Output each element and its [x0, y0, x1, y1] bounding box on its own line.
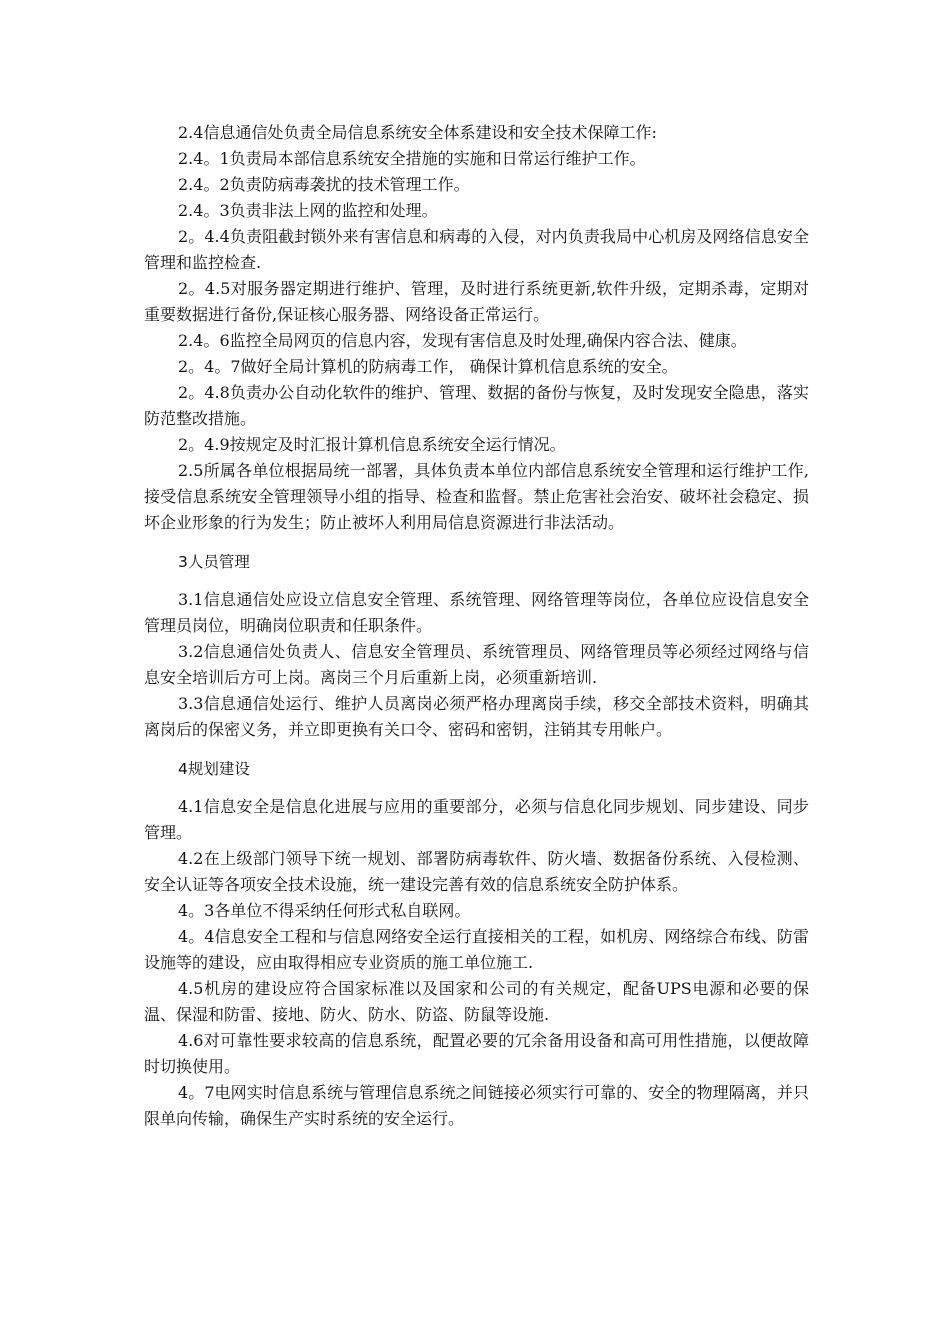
paragraph-4-7: 4。7电网实时信息系统与管理信息系统之间链接必须实行可靠的、安全的物理隔离，并只限单向传输，确保生产实时系统的安全运行。	[144, 1083, 809, 1128]
paragraph-2-4-7: 2。4。7做好全局计算机的防病毒工作， 确保计算机信息系统的安全。	[178, 357, 678, 376]
paragraph-3-1: 3.1信息通信处应设立信息安全管理、系统管理、网络管理等岗位，各单位应设信息安全管理员岗位，明确岗位职责和任职条件。	[144, 590, 809, 635]
paragraph-4-1: 4.1信息安全是信息化进展与应用的重要部分，必须与信息化同步规划、同步建设、同步管理。	[144, 797, 809, 842]
paragraph-2-4-6: 2.4。6监控全局网页的信息内容，发现有害信息及时处理,确保内容合法、健康。	[178, 331, 747, 350]
paragraph-2-4-5: 2。4.5对服务器定期进行维护、管理，及时进行系统更新,软件升级，定期杀毒，定期对重要数据进行备份,保证核心服务器、网络设备正常运行。	[144, 279, 809, 324]
paragraph-2-4-3: 2.4。3负责非法上网的监控和处理。	[178, 201, 438, 220]
paragraph-2-4-4: 2。4.4负责阻截封锁外来有害信息和病毒的入侵，对内负责我局中心机房及网络信息安全管理和监控检查.	[144, 227, 809, 272]
paragraph-4-6: 4.6对可靠性要求较高的信息系统，配置必要的冗余备用设备和高可用性措施，以便故障时切换使用。	[144, 1031, 809, 1076]
paragraph-4-4: 4。4信息安全工程和与信息网络安全运行直接相关的工程，如机房、网络综合布线、防雷设施等的建设，应由取得相应专业资质的施工单位施工.	[144, 927, 809, 972]
paragraph-2-4: 2.4信息通信处负责全局信息系统安全体系建设和安全技术保障工作:	[178, 123, 657, 142]
paragraph-4-5: 4.5机房的建设应符合国家标准以及国家和公司的有关规定，配备UPS电源和必要的保温、保湿和防雷、接地、防火、防水、防盗、防鼠等设施.	[144, 979, 809, 1024]
paragraph-2-4-2: 2.4。2负责防病毒袭扰的技术管理工作。	[178, 175, 470, 194]
document-body	[144, 120, 809, 1132]
paragraph-2-4-1: 2.4。1负责局本部信息系统安全措施的实施和日常运行维护工作。	[178, 149, 646, 168]
paragraph-2-4-8: 2。4.8负责办公自动化软件的维护、管理、数据的备份与恢复，及时发现安全隐患，落实防范整改措施。	[144, 383, 809, 428]
paragraph-4-2: 4.2在上级部门领导下统一规划、部署防病毒软件、防火墙、数据备份系统、入侵检测、安全认证等各项安全技术设施，统一建设完善有效的信息系统安全防护体系。	[144, 849, 809, 894]
paragraph-3-2: 3.2信息通信处负责人、信息安全管理员、系统管理员、网络管理员等必须经过网络与信息安全培训后方可上岗。离岗三个月后重新上岗，必须重新培训.	[144, 642, 809, 687]
paragraph-4-3: 4。3各单位不得采纳任何形式私自联网。	[178, 901, 471, 920]
paragraph-2-5: 2.5所属各单位根据局统一部署，具体负责本单位内部信息系统安全管理和运行维护工作,接受信息系统安全管理领导小组的指导、检查和监督。禁止危害社会治安、破坏社会稳定、损坏企业形象的行为发生；防止被坏人利用局信息资源进行非法活动。	[144, 461, 809, 532]
paragraph-3-3: 3.3信息通信处运行、维护人员离岗必须严格办理离岗手续，移交全部技术资料，明确其离岗后的保密义务，并立即更换有关口令、密码和密钥，注销其专用帐户。	[144, 694, 809, 739]
paragraph-2-4-9: 2。4.9按规定及时汇报计算机信息系统安全运行情况。	[178, 435, 566, 454]
section-heading-personnel: 3人员管理	[178, 553, 250, 571]
section-heading-planning: 4规划建设	[178, 760, 250, 778]
